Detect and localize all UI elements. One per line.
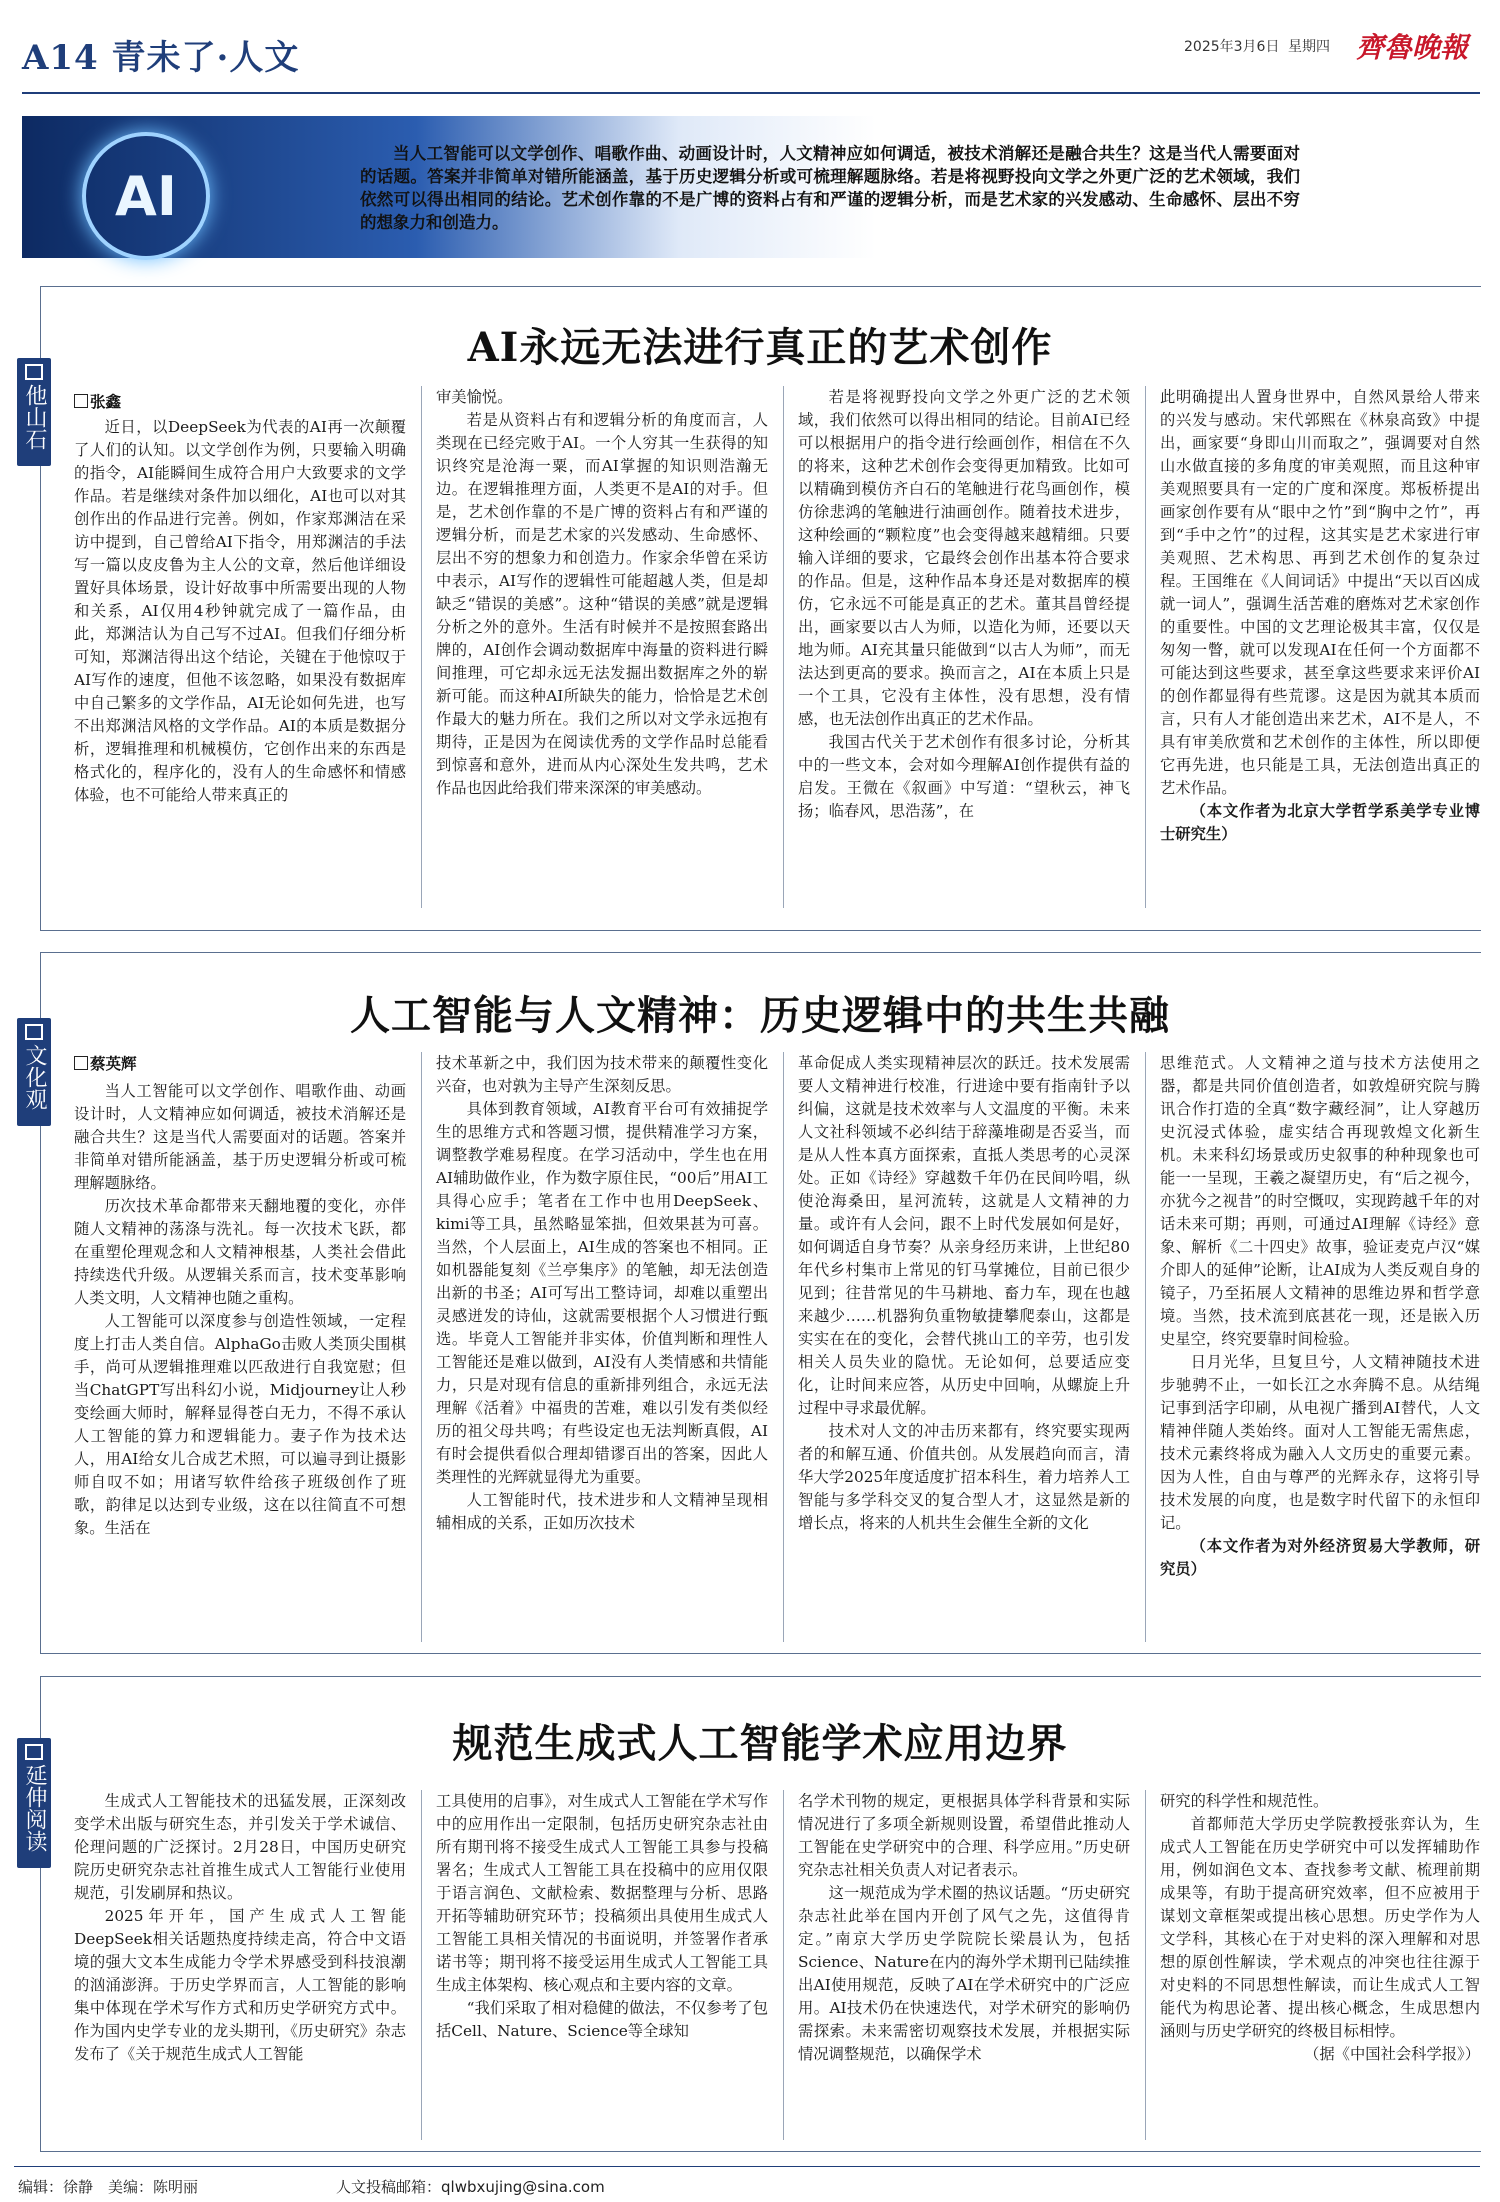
- paragraph: “我们采取了相对稳健的做法，不仅参考了包括Cell、Nature、Science等全球知: [436, 1999, 768, 2040]
- paragraph: 此明确提出人置身世界中，自然风景给人带来的兴发与感动。宋代郭熙在《林泉高致》中提出，画家要“身即山川而取之”，强调要对自然山水做直接的多角度的审美观照，而且这种审美观照要具有一定的广度和深度。郑板桥提出画家创作要有从“眼中之竹”到“胸中之竹”，再到“手中之竹”的过程，这其实是艺术家进行审美观照、艺术构思、再到艺术创作的复杂过程。王国维在《人间词话》中提出“天以百凶成就一词人”，强调生活苦难的磨炼对艺术家创作的重要性。中国的文艺理论极其丰富，仅仅是匆匆一瞥，就可以发现AI在任何一个方面都不可能达到这些要求，甚至拿这些要求来评价AI的创作都显得有些荒谬。这是因为就其本质而言，只有人才能创造出来艺术，AI不是人，不具有审美欣赏和艺术创作的主体性，所以即便它再先进，也只能是工具，无法创造出真正的艺术作品。: [1160, 388, 1480, 797]
- header-divider: [22, 92, 1480, 94]
- paragraph: 技术对人文的冲击历来都有，终究要实现两者的和解互通、价值共创。从发展趋向而言，清华大学2025年度适度扩招本科生，着力培养人工智能与多学科交叉的复合型人才，这显然是新的增长点，将来的人机共生会催生全新的文化: [798, 1422, 1130, 1532]
- section-tab: [17, 1018, 51, 1126]
- source-note: （据《中国社会科学报》）: [1304, 2045, 1480, 2063]
- column-divider: [421, 1052, 422, 1642]
- column-divider: [1145, 386, 1146, 908]
- tab-box-icon: [25, 1024, 43, 1040]
- page-label: A14 青未了·人文: [22, 38, 300, 78]
- author-note: （本文作者为对外经济贸易大学教师，研究员）: [1160, 1537, 1480, 1578]
- article-title: AI永远无法进行真正的艺术创作: [467, 324, 1053, 371]
- column-divider: [421, 386, 422, 908]
- article-author: 张鑫: [74, 390, 121, 412]
- paragraph: 历次技术革命都带来天翻地覆的变化，亦伴随人文精神的荡涤与洗礼。每一次技术飞跃，都在重塑伦理观念和人文精神根基，人类社会借此持续迭代升级。从逻辑关系而言，技术变革影响人类文明，人文精神也随之重构。: [74, 1197, 406, 1307]
- article-column: [74, 416, 406, 807]
- article-author: 蔡英辉: [74, 1052, 137, 1074]
- section-tab: [17, 358, 51, 466]
- column-divider: [1145, 1790, 1146, 2140]
- article-column: [436, 1052, 768, 1535]
- column-divider: [783, 1052, 784, 1642]
- paragraph: 若是从资料占有和逻辑分析的角度而言，人类现在已经完败于AI。一个人穷其一生获得的知识终究是沧海一粟，而AI掌握的知识则浩瀚无边。在逻辑推理方面，人类更不是AI的对手。但是，艺术创作靠的不是广博的资料占有和严谨的逻辑分析，而是艺术家的兴发感动、生命感怀、层出不穷的想象力和创造力。作家余华曾在采访中表示，AI写作的逻辑性可能超越人类，但是却缺乏“错误的美感”。这种“错误的美感”就是逻辑分析之外的意外。生活有时候并不是按照套路出牌的，AI创作会调动数据库中海量的资料进行瞬间推理，可它却永远无法发掘出数据库之外的崭新可能。而这种AI所缺失的能力，恰恰是艺术创作最大的魅力所在。我们之所以对文学永远抱有期待，正是因为在阅读优秀的文学作品时总能看到惊喜和意外，进而从内心深处生发共鸣，艺术作品也因此给我们带来深深的审美感动。: [436, 411, 768, 797]
- article-column: [1160, 1790, 1480, 2066]
- paragraph: 这一规范成为学术圈的热议话题。“历史研究杂志社此举在国内开创了风气之先，这值得肯定。”南京大学历史学院院长梁晨认为，包括Science、Nature在内的海外学术期刊已陆续推出AI使用规范，反映了AI在学术研究中的广泛应用。AI技术仍在快速迭代，对学术研究的影响仍需探索。未来需密切观察技术发展，并根据实际情况调整规范，以确保学术: [798, 1884, 1130, 2063]
- paragraph: 若是将视野投向文学之外更广泛的艺术领域，我们依然可以得出相同的结论。目前AI已经可以根据用户的指令进行绘画创作，相信在不久的将来，这种艺术创作会变得更加精致。比如可以精确到模仿齐白石的笔触进行花鸟画创作，模仿徐悲鸿的笔触进行油画创作。随着技术进步，这种绘画的“颗粒度”也会变得越来越精细。只要输入详细的要求，它最终会创作出基本符合要求的作品。但是，这种作品本身还是对数据库的模仿，它永远不可能是真正的艺术。董其昌曾经提出，画家要以古人为师，以造化为师，还要以天地为师。AI充其量只能做到“以古人为师”，而无法达到更高的要求。换而言之，AI在本质上只是一个工具，它没有主体性，没有思想，没有情感，也无法创作出真正的艺术作品。: [798, 388, 1130, 728]
- author-note: （本文作者为北京大学哲学系美学专业博士研究生）: [1160, 802, 1480, 843]
- footer-submission-email: 人文投稿邮箱：qlwbxujing@sina.com: [336, 2178, 605, 2196]
- paragraph: 首都师范大学历史学院教授张弈认为，生成式人工智能在历史学研究中可以发挥辅助作用，例如润色文本、查找参考文献、梳理前期成果等，有助于提高研究效率，但不应被用于谋划文章框架或提出核心思想。历史学作为人文学科，其核心在于对史料的深入理解和对思想的原创性解读，学术观点的冲突也往往源于对史料的不同思想性解读，而让生成式人工智能代为构思论著、提出核心概念，生成思想内涵则与历史学研究的终极目标相悖。: [1160, 1815, 1480, 2040]
- article-column: [798, 386, 1130, 823]
- paragraph: 具体到教育领域，AI教育平台可有效捕捉学生的思维方式和答题习惯，提供精准学习方案，调整教学难易程度。在学习活动中，学生也在用AI辅助做作业，作为数字原住民，“00后”用AI工具得心应手；笔者在工作中也用DeepSeek、kimi等工具，虽然略显笨拙，但效果甚为可喜。当然，个人层面上，AI生成的答案也不相同。正如机器能复刻《兰亭集序》的笔触，却无法创造出新的书圣；AI可写出工整诗词，却难以重塑出灵感迸发的诗仙，这就需要根据个人习惯进行甄选。毕竟人工智能并非实体，价值判断和理性人工智能还是难以做到，AI没有人类情感和共情能力，只是对现有信息的重新排列组合，永远无法理解《活着》中福贵的苦难，难以引发有类似经历的祖父母共鸣；有些设定也无法判断真假，AI有时会提供看似合理却错谬百出的答案，因此人类理性的光辉就显得尤为重要。: [436, 1100, 768, 1486]
- newspaper-masthead-logo: 齊魯晚報: [1356, 31, 1469, 64]
- column-divider: [783, 1790, 784, 2140]
- paragraph: 革命促成人类实现精神层次的跃迁。技术发展需要人文精神进行校准，行进途中要有指南针予以纠偏，这就是技术效率与人文温度的平衡。未来人文社科领域不必纠结于辞藻堆砌是否妥当，而是从人性本真方面探索，直抵人类思考的心灵深处。正如《诗经》穿越数千年仍在民间吟唱，纵使沧海桑田，星河流转，这就是人文精神的力量。或许有人会问，跟不上时代发展如何是好，如何调适自身节奏？从亲身经历来讲，上世纪80年代乡村集市上常见的钉马掌摊位，目前已很少见到；往昔常见的牛马耕地、畜力车，现在也越来越少……机器狗负重物敏捷攀爬泰山，这都是实实在在的变化，会替代挑山工的辛劳，也引发相关人员失业的隐忧。无论如何，总要适应变化，让时间来应答，从历史中回响，从螺旋上升过程中寻求最优解。: [798, 1054, 1130, 1417]
- article-column: [1160, 1052, 1480, 1581]
- paragraph: 人工智能可以深度参与创造性领域，一定程度上打击人类自信。AlphaGo击败人类顶尖围棋手，尚可从逻辑推理难以匹敌进行自我宽慰；但当ChatGPT写出科幻小说，Midjourney让人秒变绘画大师时，解释显得苍白无力，不得不承认人工智能的算力和逻辑能力。妻子作为技术达人，用AI给女儿合成艺术照，可以遍寻到让摄影师自叹不如；用诸写软件给孩子班级创作了班歌，韵律足以达到专业级，这在以往简直不可想象。生活在: [74, 1312, 406, 1537]
- article-column: [436, 1790, 768, 2043]
- footer-editors: 编辑：徐静 美编：陈明丽: [18, 2178, 199, 2196]
- column-divider: [421, 1790, 422, 2140]
- article-column: [74, 1080, 406, 1540]
- article-column: [74, 1790, 406, 2066]
- paragraph: 生成式人工智能技术的迅猛发展，正深刻改变学术出版与研究生态，并引发关于学术诚信、伦理问题的广泛探讨。2月28日，中国历史研究院历史研究杂志社首推生成式人工智能行业使用规范，引发刷屏和热议。: [74, 1792, 406, 1902]
- issue-date: 2025年3月6日: [1184, 39, 1280, 55]
- paragraph: 当人工智能可以文学创作、唱歌作曲、动画设计时，人文精神应如何调适，被技术消解还是融合共生？这是当代人需要面对的话题。答案并非简单对错所能涵盖，基于历史逻辑分析或可梳理解题脉络。: [74, 1082, 406, 1192]
- paragraph: 人工智能时代，技术进步和人文精神呈现相辅相成的关系，正如历次技术: [436, 1491, 768, 1532]
- tab-box-icon: [25, 1744, 43, 1760]
- column-divider: [1145, 1052, 1146, 1642]
- section-tab-label: 他山石: [22, 384, 47, 450]
- article-column: [436, 386, 768, 800]
- column-divider: [783, 386, 784, 908]
- section-tab: [17, 1738, 51, 1868]
- paragraph: 日月光华，旦复旦兮，人文精神随技术进步驰骋不止，一如长江之水奔腾不息。从结绳记事到活字印刷，从电视广播到AI替代，人文精神伴随人类始终。面对人工智能无需焦虑，技术元素终将成为融入人文历史的重要元素。因为人性，自由与尊严的光辉永存，这将引导技术发展的向度，也是数字时代留下的永恒印记。: [1160, 1353, 1480, 1532]
- banner-intro: 当人工智能可以文学创作、唱歌作曲、动画设计时，人文精神应如何调适，被技术消解还是融合共生？这是当代人需要面对的话题。答案并非简单对错所能涵盖，基于历史逻辑分析或可梳理解题脉络。若是将视野投向文学之外更广泛的艺术领域，我们依然可以得出相同的结论。艺术创作靠的不是广博的资料占有和严谨的逻辑分析，而是艺术家的兴发感动、生命感怀、层出不穷的想象力和创造力。: [360, 144, 1300, 232]
- paragraph: 研究的科学性和规范性。: [1160, 1792, 1329, 1810]
- tab-box-icon: [25, 364, 43, 380]
- section-tab-label: 文化观: [22, 1044, 47, 1110]
- paragraph: 审美愉悦。: [436, 388, 513, 406]
- paragraph: 2025年开年，国产生成式人工智能DeepSeek相关话题热度持续走高，符合中文语境的强大文本生成能力令学术界感受到科技浪潮的汹涌澎湃。于历史学界而言，人工智能的影响集中体现在学术写作方式和历史学研究方式中。作为国内史学专业的龙头期刊，《历史研究》杂志发布了《关于规范生成式人工智能: [74, 1907, 406, 2063]
- paragraph: 工具使用的启事》，对生成式人工智能在学术写作中的应用作出一定限制，包括历史研究杂志社由所有期刊将不接受生成式人工智能工具参与投稿署名；生成式人工智能工具在投稿中的应用仅限于语言润色、文献检索、数据整理与分析、思路开拓等辅助研究环节；投稿须出具使用生成式人工智能工具相关情况的书面说明，并签署作者承诺书等；期刊将不接受运用生成式人工智能工具生成主体架构、核心观点和主要内容的文章。: [436, 1792, 768, 1994]
- article-title: 规范生成式人工智能学术应用边界: [452, 1720, 1068, 1767]
- article-column: [1160, 386, 1480, 846]
- ai-badge-icon: AI: [82, 132, 210, 260]
- article-column: [798, 1790, 1130, 2066]
- article-column: [798, 1052, 1130, 1535]
- issue-weekday: 星期四: [1288, 39, 1330, 55]
- paragraph: 近日，以DeepSeek为代表的AI再一次颠覆了人们的认知。以文学创作为例，只要输入明确的指令，AI能瞬间生成符合用户大致要求的文学作品。若是继续对条件加以细化，AI也可以对其创作出的作品进行完善。例如，作家郑渊洁在采访中提到，自己曾给AI下指令，用郑渊洁的手法写一篇以皮皮鲁为主人公的文章，然后他详细设置好具体场景，设计好故事中所需要出现的人物和关系，AI仅用4秒钟就完成了一篇作品，由此，郑渊洁认为自己写不过AI。但我们仔细分析可知，郑渊洁得出这个结论，关键在于他惊叹于AI写作的速度，但他不该忽略，如果没有数据库中自己繁多的文学作品，AI无论如何先进，也写不出郑渊洁风格的文学作品。AI的本质是数据分析，逻辑推理和机械模仿，它创作出来的东西是格式化的，程序化的，没有人的生命感怀和情感体验，也不可能给人带来真正的: [74, 418, 406, 804]
- paragraph: 名学术刊物的规定，更根据具体学科背景和实际情况进行了多项全新规则设置，希望借此推动人工智能在史学研究中的合理、科学应用。”历史研究杂志社相关负责人对记者表示。: [798, 1792, 1130, 1879]
- footer-divider: [14, 2166, 1480, 2167]
- paragraph: 技术革新之中，我们因为技术带来的颠覆性变化兴奋，也对孰为主导产生深刻反思。: [436, 1054, 768, 1095]
- paragraph: 思维范式。人文精神之道与技术方法使用之器，都是共同价值创造者，如敦煌研究院与腾讯合作打造的全真“数字藏经洞”，让人穿越历史沉浸式体验，虚实结合再现敦煌文化新生机。未来科幻场景或历史叙事的种种现象也可能一一呈现，王羲之凝望历史，有“后之视今，亦犹今之视昔”的时空慨叹，实现跨越千年的对话未来可期；再则，可通过AI理解《诗经》意象、解析《二十四史》故事，验证麦克卢汉“媒介即人的延伸”论断，让AI成为人类反观自身的镜子，乃至拓展人文精神的思维边界和哲学意境。当然，技术流到底甚花一现，还是嵌入历史星空，终究要靠时间检验。: [1160, 1054, 1480, 1348]
- article-title: 人工智能与人文精神：历史逻辑中的共生共融: [350, 992, 1170, 1039]
- paragraph: 我国古代关于艺术创作有很多讨论，分析其中的一些文本，会对如今理解AI创作提供有益的启发。王微在《叙画》中写道：“望秋云，神飞扬；临春风，思浩荡”，在: [798, 733, 1130, 820]
- section-tab-label: 延伸阅读: [22, 1764, 47, 1852]
